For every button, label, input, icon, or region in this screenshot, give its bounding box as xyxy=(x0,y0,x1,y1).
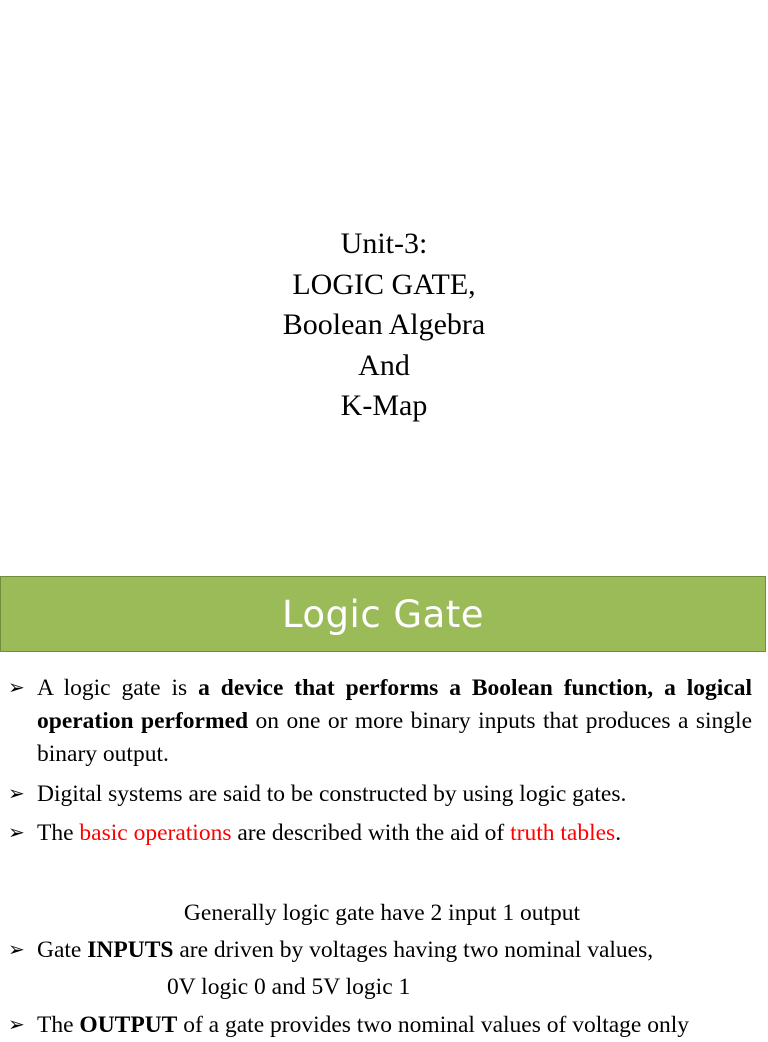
bullet-text: The xyxy=(37,1012,80,1038)
arrowhead-bullet-icon: ➢ xyxy=(8,822,25,844)
bullet-text: A logic gate is xyxy=(37,675,199,701)
io-note: Generally logic gate have 2 input 1 output xyxy=(183,900,581,926)
bullet-text: of a gate provides two nominal values of voltage only xyxy=(177,1012,690,1038)
bullet-text: . xyxy=(615,820,622,846)
section-title: Logic Gate xyxy=(281,592,485,636)
bullet-text: Gate xyxy=(37,937,88,963)
bullet-text: The xyxy=(37,820,80,846)
arrowhead-bullet-icon: ➢ xyxy=(8,1014,25,1036)
arrowhead-bullet-icon: ➢ xyxy=(8,783,25,805)
bullet-text: are driven by voltages having two nominal values, xyxy=(173,937,654,963)
highlight-truth-tables: truth tables xyxy=(510,820,616,846)
title-line-unit: Unit-3: xyxy=(340,227,428,260)
bullet-item-basic-operations xyxy=(0,817,768,850)
bullet-text: Digital systems are said to be constructed by using logic gates. xyxy=(37,781,627,807)
bullet-bold-text: OUTPUT xyxy=(79,1012,178,1038)
bullet-list-io xyxy=(0,934,768,1042)
bullet-item-definition xyxy=(0,672,768,771)
title-line-logic-gate: LOGIC GATE, xyxy=(292,267,476,301)
title-line-kmap: K-Map xyxy=(340,389,428,422)
bullet-bold-text: INPUTS xyxy=(87,937,174,963)
title-line-boolean-algebra: Boolean Algebra xyxy=(282,308,486,341)
bullet-item-inputs xyxy=(0,934,768,967)
bullet-text: are described with the aid of xyxy=(231,820,511,846)
title-line-and: And xyxy=(358,348,410,382)
bullet-item-digital-systems xyxy=(0,778,768,811)
arrowhead-bullet-icon: ➢ xyxy=(8,677,25,699)
bullet-bold-text: a device that performs a Boolean function, a logical operation performed xyxy=(37,675,752,734)
bullet-list xyxy=(0,672,768,850)
voltage-values: 0V logic 0 and 5V logic 1 xyxy=(167,974,411,1000)
arrowhead-bullet-icon: ➢ xyxy=(8,939,25,961)
bullet-text: on one or more binary inputs that produces a single binary output. xyxy=(37,708,752,767)
section-banner xyxy=(0,576,766,652)
title-slide-heading xyxy=(0,224,768,427)
highlight-basic-operations: basic operations xyxy=(79,820,232,846)
bullet-item-outputs xyxy=(0,1009,768,1042)
